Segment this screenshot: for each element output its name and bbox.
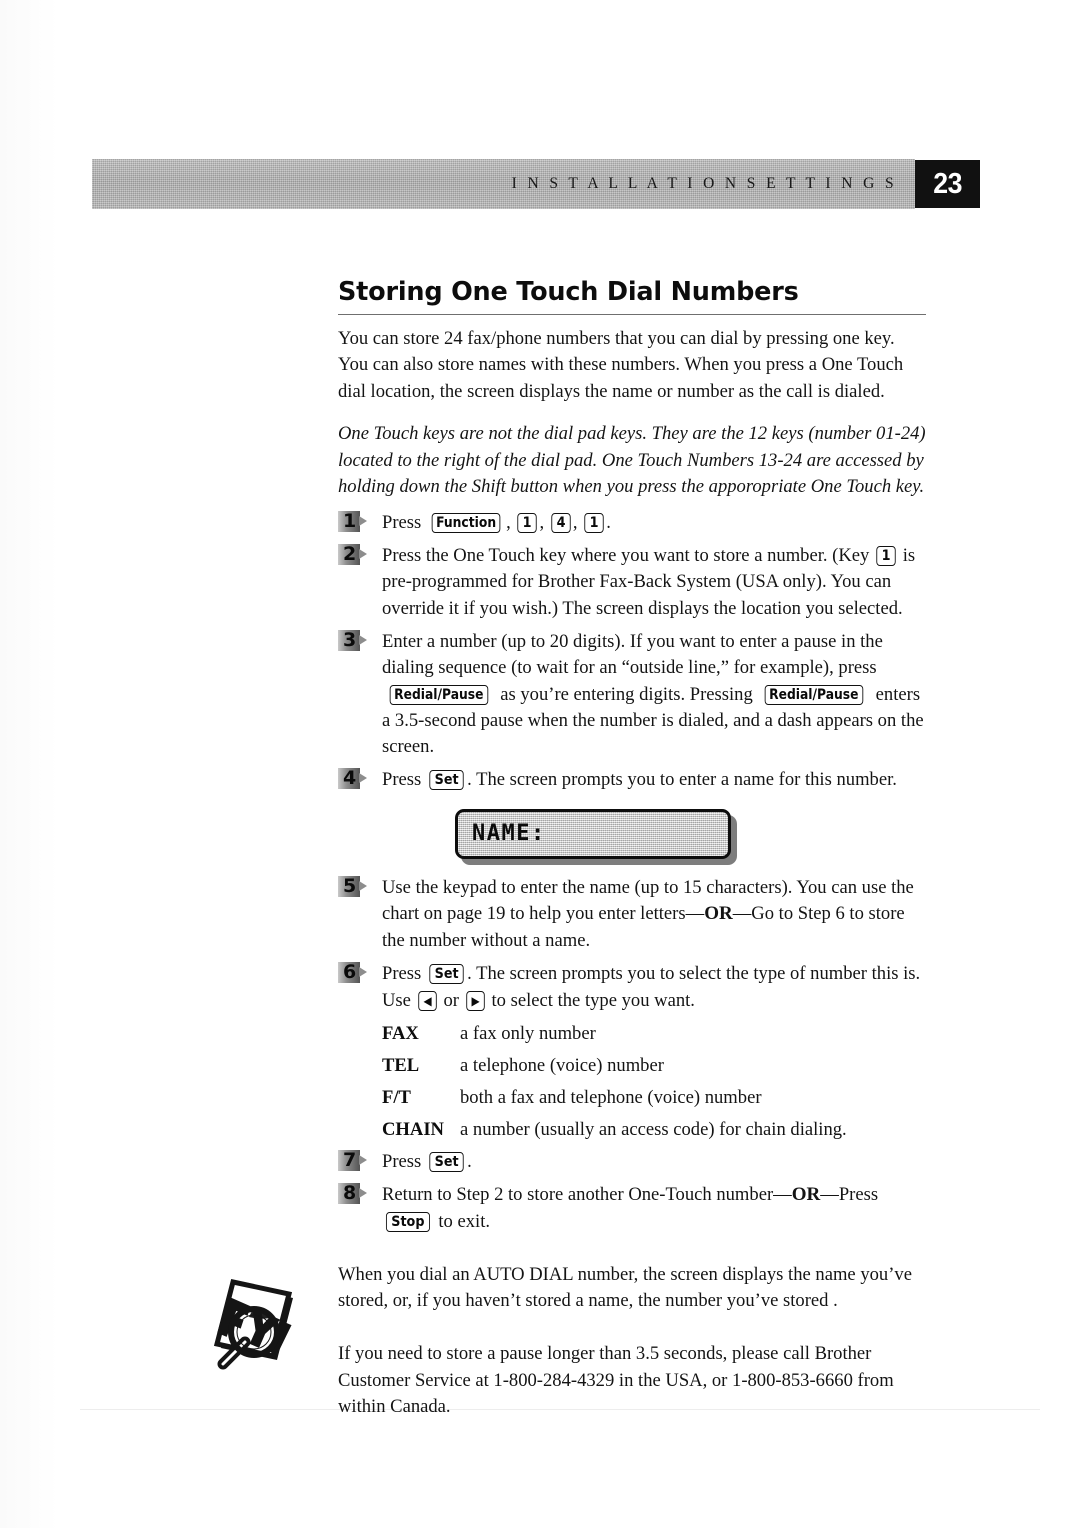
step-text: Press: [382, 1151, 426, 1173]
step-text: or: [438, 989, 464, 1011]
step-number: 6: [343, 961, 357, 984]
lcd-screen: [455, 809, 731, 859]
keycap-stop[interactable]: Stop: [386, 1212, 430, 1232]
definition-term: CHAIN: [382, 1119, 444, 1141]
list-item: [338, 875, 926, 954]
step-marker-icon: [338, 511, 374, 533]
step-text: Press: [382, 963, 426, 985]
step-text: Press: [382, 769, 426, 791]
list-item: [382, 1085, 926, 1110]
keycap-redial-pause[interactable]: Redial/Pause: [765, 685, 863, 705]
page-number-box: [915, 160, 980, 208]
number-type-definition-list: [382, 1021, 926, 1142]
list-item: [338, 629, 926, 760]
step-marker-icon: [338, 1183, 374, 1205]
step-text: enters a 3.5-second pause when the number is dialed, and a dash appears on the screen.: [382, 683, 924, 758]
em-dash: —: [820, 1184, 839, 1206]
step-marker-icon: [338, 962, 374, 984]
keycap-set[interactable]: Set: [429, 1152, 464, 1172]
definition-term: TEL: [382, 1054, 420, 1076]
step-marker-icon: [338, 630, 374, 652]
or-emphasis: OR: [791, 1184, 821, 1206]
keycap-1[interactable]: 1: [584, 513, 603, 533]
list-item: [382, 1117, 926, 1142]
header-title: I N S T A L L A T I O N S E T T I N G S: [511, 175, 897, 192]
keycap-4[interactable]: 4: [551, 513, 570, 533]
procedure-step-list-end: [338, 1149, 926, 1235]
step-text: Press: [838, 1184, 879, 1206]
keycap-set[interactable]: Set: [429, 964, 464, 984]
closing-paragraphs: [338, 1262, 926, 1421]
procedure-step-list: [338, 510, 926, 794]
step-number: 1: [343, 509, 357, 532]
or-emphasis: OR: [704, 903, 733, 925]
list-item: [338, 543, 926, 622]
step-text: .: [606, 511, 611, 533]
em-dash: —: [685, 903, 705, 925]
italic-note-paragraph: One Touch keys are not the dial pad keys. They are the 12 keys (number 01-24) located to the right of the dial pad. One Touch Numbers 13-24 are accessed by holding down the Shift button when you press the apporopriate One Touch key.: [338, 423, 926, 498]
fyi-magnifier-icon: [197, 1268, 307, 1373]
step-text: ,: [572, 511, 583, 533]
step-number: 4: [343, 767, 357, 790]
em-dash: —: [773, 1184, 792, 1206]
definition-term: F/T: [382, 1086, 411, 1108]
lcd-screen-illustration: [455, 809, 731, 859]
content-column: [338, 278, 926, 1448]
step-text: . The screen prompts you to enter a name for this number.: [467, 769, 897, 791]
step-text: is pre-programmed for Brother Fax-Back System (USA only). You can override it if you wish.) The screen displays the location you selected.: [382, 545, 916, 619]
step-text: ,: [506, 511, 516, 533]
list-item: [338, 1182, 926, 1235]
heading-divider: [338, 314, 926, 316]
step-text: .: [467, 1151, 472, 1173]
step-text: Press: [382, 511, 426, 533]
em-dash: —: [732, 903, 752, 925]
keycap-function[interactable]: Function: [432, 513, 501, 533]
step-marker-icon: [338, 876, 374, 898]
step-text: ,: [539, 511, 549, 533]
page-title: Storing One Touch Dial Numbers: [338, 277, 799, 307]
step-text: Press the One Touch key where you want to store a number. (Key: [382, 545, 874, 567]
definition-description: both a fax and telephone (voice) number: [460, 1086, 762, 1108]
step-text: to select the type you want.: [486, 989, 695, 1011]
keycap-1[interactable]: 1: [518, 513, 537, 533]
closing-paragraph-1: When you dial an AUTO DIAL number, the screen displays the name you’ve stored, or, if you haven’t stored a name, the number you’ve stored .: [338, 1263, 912, 1312]
intro-paragraph: You can store 24 fax/phone numbers that you can dial by pressing one key. You can also store names with these numbers. When you press a One Touch dial location, the screen displays the name or number as the call is dialed.: [338, 328, 904, 402]
keycap-1[interactable]: 1: [876, 546, 895, 566]
definition-description: a telephone (voice) number: [460, 1054, 664, 1076]
closing-paragraph-2: If you need to store a pause longer than 3.5 seconds, please call Brother Customer Service at 1-800-284-4329 in the USA, or 1-800-853-6660 from within Canada.: [338, 1343, 894, 1418]
keycap-redial-pause[interactable]: Redial/Pause: [390, 685, 488, 705]
step-marker-icon: [338, 1150, 374, 1172]
list-item: [338, 1149, 926, 1175]
scan-edge-left: [0, 0, 58, 1528]
header-gray-band: [92, 159, 915, 209]
keycap-left-arrow-icon[interactable]: ◀: [418, 991, 437, 1011]
step-text: Return to Step 2 to store another One-Touch number: [382, 1184, 774, 1206]
definition-term: FAX: [382, 1022, 419, 1044]
step-number: 3: [343, 628, 357, 651]
step-text: to exit.: [433, 1211, 491, 1233]
step-number: 2: [343, 543, 357, 566]
list-item: [338, 961, 926, 1014]
step-number: 8: [343, 1182, 357, 1205]
page-number: 23: [933, 167, 962, 200]
step-text: as you’re entering digits. Pressing: [495, 683, 758, 705]
step-text: Go to Step 6 to store the number without a name.: [382, 903, 905, 951]
definition-description: a number (usually an access code) for chain dialing.: [460, 1119, 847, 1141]
list-item: [338, 767, 926, 793]
list-item: [338, 510, 926, 536]
list-item: [382, 1053, 926, 1078]
definition-description: a fax only number: [460, 1022, 596, 1044]
page-header: [92, 159, 980, 209]
lcd-display-text: NAME:: [472, 821, 546, 847]
step-number: 7: [343, 1149, 357, 1172]
step-number: 5: [343, 874, 357, 897]
procedure-step-list-continued: [338, 875, 926, 1014]
step-marker-icon: [338, 768, 374, 790]
step-text: Enter a number (up to 20 digits). If you want to enter a pause in the dialing sequence (to wait for an “outside line,” for example), press: [382, 630, 883, 679]
step-text: Use the keypad to enter the name (up to 15 characters). You can use the chart on page 19 to help you enter letters: [382, 876, 914, 925]
list-item: [382, 1021, 926, 1046]
step-marker-icon: [338, 544, 374, 566]
step-text: . The screen prompts you to select the type of number this is. Use: [382, 963, 921, 1011]
keycap-right-arrow-icon[interactable]: ▶: [466, 991, 485, 1011]
keycap-set[interactable]: Set: [429, 770, 464, 790]
